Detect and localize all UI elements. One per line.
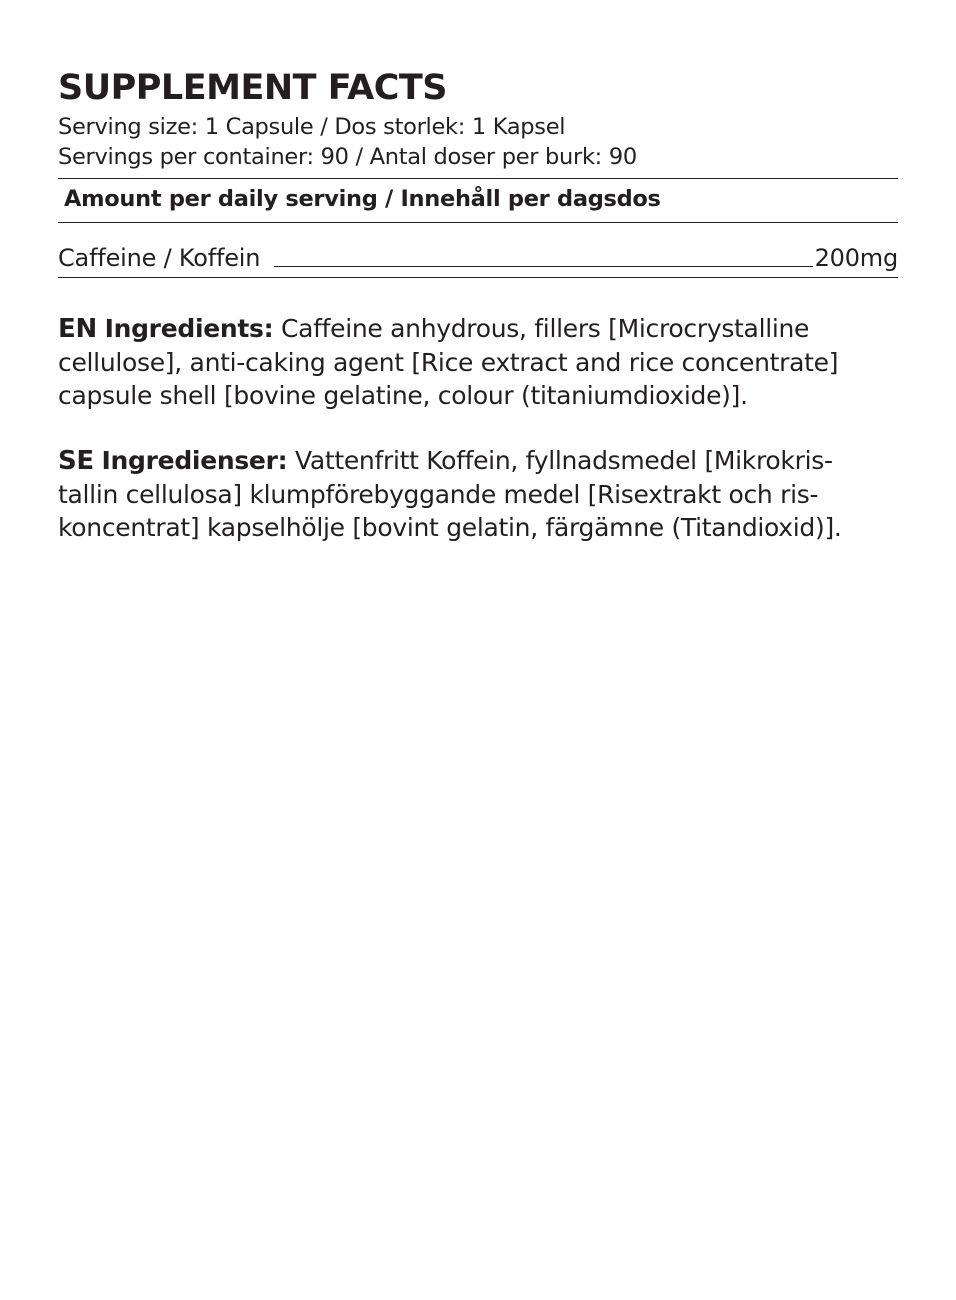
serving-size: Serving size: 1 Capsule / Dos storlek: 1 Kapsel [58,114,566,140]
ingredients-line: cellulose], anti-caking agent [Rice extract and rice concentrate] [58,348,839,377]
supplement-facts-panel [58,64,898,544]
nutrient-row [58,223,898,273]
ingredients-en [58,312,898,412]
ingredients-line: koncentrat] kapselhölje [bovint gelatin, färgämne (Titandioxid)]. [58,513,842,542]
ingredients-label: Ingredienser: [101,446,288,475]
ingredients-se [58,444,898,544]
divider [58,277,898,278]
ingredients-line [58,444,898,478]
amount-header: Amount per daily serving / Innehåll per dagsdos [64,186,661,212]
language-code: EN [58,314,97,344]
ingredients-line: tallin cellulosa] klumpförebyggande medel [Risextrakt och ris- [58,480,819,509]
nutrient-name: Caffeine / Koffein [58,244,261,272]
language-code: SE [58,446,94,476]
ingredients-text: Caffeine anhydrous, fillers [Microcrystalline [273,314,810,343]
panel-title: SUPPLEMENT FACTS [58,68,447,108]
servings-per-container: Servings per container: 90 / Antal doser per burk: 90 [58,144,637,170]
dotted-leader [274,266,812,267]
ingredients-label: Ingredients: [104,314,274,343]
nutrient-amount: 200mg [814,244,898,272]
ingredients-line [58,312,898,346]
ingredients-line: capsule shell [bovine gelatine, colour (titaniumdioxide)]. [58,381,748,410]
ingredients-text: Vattenfritt Koffein, fyllnadsmedel [Mikrokris- [287,446,833,475]
